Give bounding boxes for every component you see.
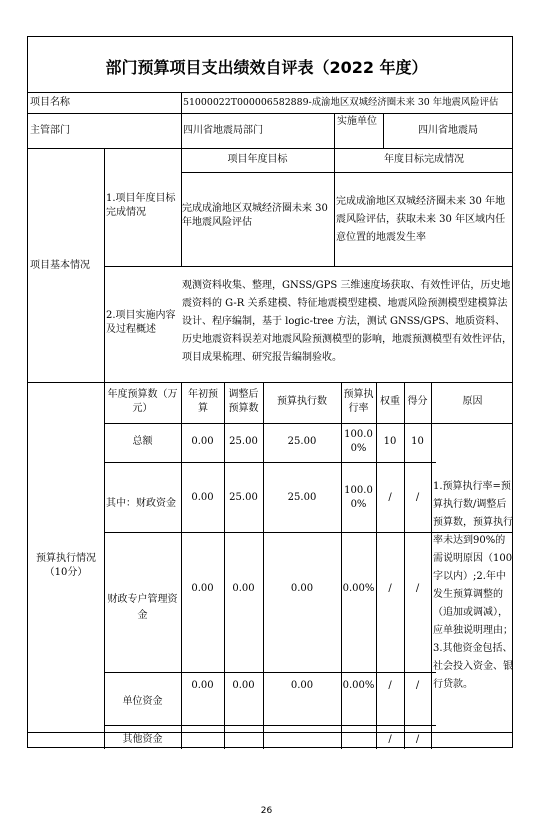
budget-rate: 0.00% (342, 583, 375, 594)
budget-section-label: 预算执行情况（10分） (36, 553, 96, 578)
budget-score: / (415, 492, 420, 503)
basic-info-label: 项目基本情况 (30, 260, 90, 271)
hdr-reason: 原因 (462, 396, 483, 407)
hdr-weight: 权重 (380, 396, 400, 407)
project-name-label: 项目名称 (30, 97, 70, 108)
budget-adjusted: 0.00 (232, 583, 255, 594)
budget-executed: 25.00 (287, 492, 317, 503)
page-number: 26 (260, 806, 273, 816)
impl-row-label: 2.项目实施内容及过程概述 (106, 310, 176, 335)
target-text: 完成成渝地区双城经济圈未来 30 年地震风险评估 (182, 203, 328, 228)
budget-initial: 0.00 (191, 583, 214, 594)
budget-row-label: 单位资金 (122, 696, 163, 707)
budget-rate: 100.00% (344, 485, 373, 510)
budget-row-label: 财政专户管理资金 (107, 594, 178, 621)
budget-rate: 0.00% (342, 680, 375, 691)
budget-row-label: 其中：财政资金 (106, 498, 176, 509)
budget-row-label: 其他资金 (122, 734, 163, 745)
budget-executed: 0.00 (290, 680, 314, 691)
budget-weight: / (388, 492, 392, 503)
hdr-amount: 年度预算数（万元） (107, 389, 178, 414)
budget-initial: 0.00 (191, 436, 214, 447)
budget-score: / (415, 734, 420, 745)
page-title: 部门预算项目支出绩效自评表（2022 年度） (105, 58, 428, 77)
budget-initial: 0.00 (191, 680, 214, 691)
budget-initial: 0.00 (191, 492, 214, 503)
budget-adjusted: 25.00 (229, 492, 258, 503)
budget-score: / (415, 680, 420, 691)
target-row-label: 1.项目年度目标完成情况 (106, 193, 176, 218)
impl-unit-label: 实施单位 (337, 116, 377, 127)
budget-row-label: 总额 (132, 436, 153, 447)
performance-table (27, 36, 513, 748)
budget-score: / (415, 583, 420, 594)
budget-rate: 100.00% (344, 429, 373, 454)
hdr-rate: 预算执行率 (343, 389, 374, 414)
impl-unit-value: 四川省地震局 (418, 125, 478, 136)
budget-executed: 25.00 (287, 436, 317, 447)
budget-weight: / (388, 583, 392, 594)
hdr-initial: 年初预算 (188, 389, 218, 414)
hdr-executed: 预算执行数 (277, 396, 327, 407)
completion-col-header: 年度目标完成情况 (384, 154, 464, 165)
budget-score: 10 (411, 436, 424, 447)
budget-adjusted: 0.00 (232, 680, 255, 691)
completion-text: 完成成渝地区双城经济圈未来 30 年地震风险评估，获取未来 30 年区域内任意位置的地震发生率 (336, 196, 506, 243)
budget-weight: / (388, 734, 392, 745)
budget-weight: / (388, 680, 392, 691)
project-name-value: 51000022T000006582889-成渝地区双城经济圈未来 30 年地震风险评估 (183, 97, 499, 108)
budget-adjusted: 25.00 (229, 436, 258, 447)
dept-label: 主管部门 (30, 125, 70, 136)
impl-text: 观测资料收集、整理，GNSS/GPS 三维速度场获取、有效性评估，历史地震资料的 G-R 关系建模、特征地震模型建模、地震风险预测模型建模算法设计、程序编制，基于 logic-tree 方法，测试 GNSS/GPS、地质资料、历史地震资料误差对地震风险预测模型的影响，地震预测模型有效性评估，项目成果梳理、研究报告编制验收。 (182, 280, 512, 363)
budget-weight: 10 (383, 436, 397, 447)
target-col-header: 项目年度目标 (227, 154, 288, 165)
budget-executed: 0.00 (290, 583, 314, 594)
hdr-adjusted: 调整后预算数 (228, 389, 259, 414)
reason-text: 1.预算执行率=预算执行数/调整后预算数，预算执行率未达到90%的需说明原因（100字以内）;2.年中发生预算调整的（追加或调减），应单独说明理由；3.其他资金包括、社会投入资金、银行贷款。 (433, 481, 513, 690)
hdr-score: 得分 (407, 396, 428, 407)
dept-value: 四川省地震局部门 (183, 125, 263, 136)
